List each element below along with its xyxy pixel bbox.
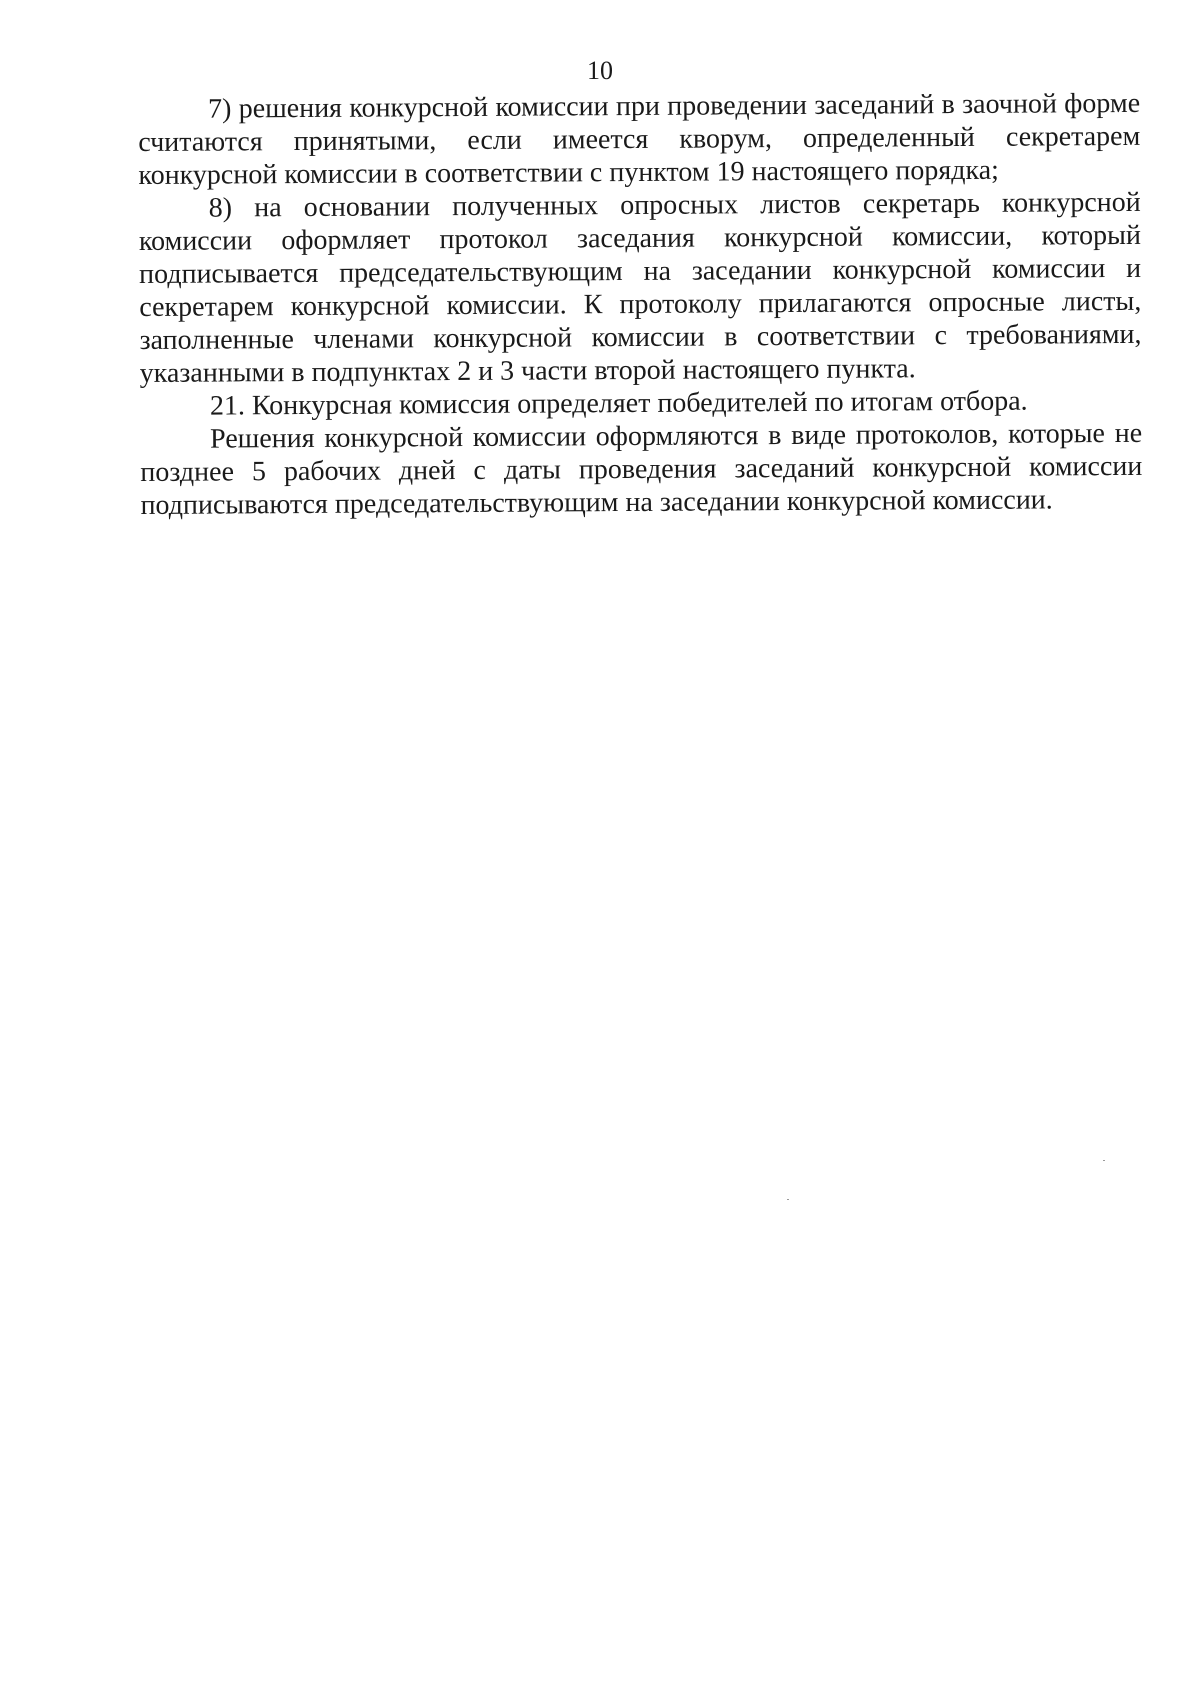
scan-speck xyxy=(1103,1160,1105,1161)
scan-speck xyxy=(787,1199,789,1200)
paragraph-item-8: 8) на основании полученных опросных листов секретарь конкурсной комиссии оформляет протокол заседания конкурсной комиссии, который подписывается председательствующим на заседании конкурсной комиссии и секретарем конкурсной комиссии. К протоколу прилагаются опросные листы, заполненные членами конкурсной комиссии в соответствии с требованиями, указанными в подпунктах 2 и 3 части второй настоящего пункта. xyxy=(138,186,1142,389)
document-body xyxy=(138,87,1143,522)
paragraph-point-21: 21. Конкурсная комиссия определяет победителей по итогам отбора. xyxy=(209,385,1028,422)
page-number: 10 xyxy=(587,56,613,85)
paragraph-protocol-decisions: Решения конкурсной комиссии оформляются в виде протоколов, которые не позднее 5 рабочих дней с даты проведения заседаний конкурсной комиссии подписываются председательствующим на заседании конкурсной комиссии. xyxy=(140,417,1143,521)
paragraph-item-7: 7) решения конкурсной комиссии при проведении заседаний в заочной форме считаются принятыми, если имеется кворум, определенный секретарем конкурсной комиссии в соответствии с пунктом 19 настоящего порядка; xyxy=(138,87,1141,191)
